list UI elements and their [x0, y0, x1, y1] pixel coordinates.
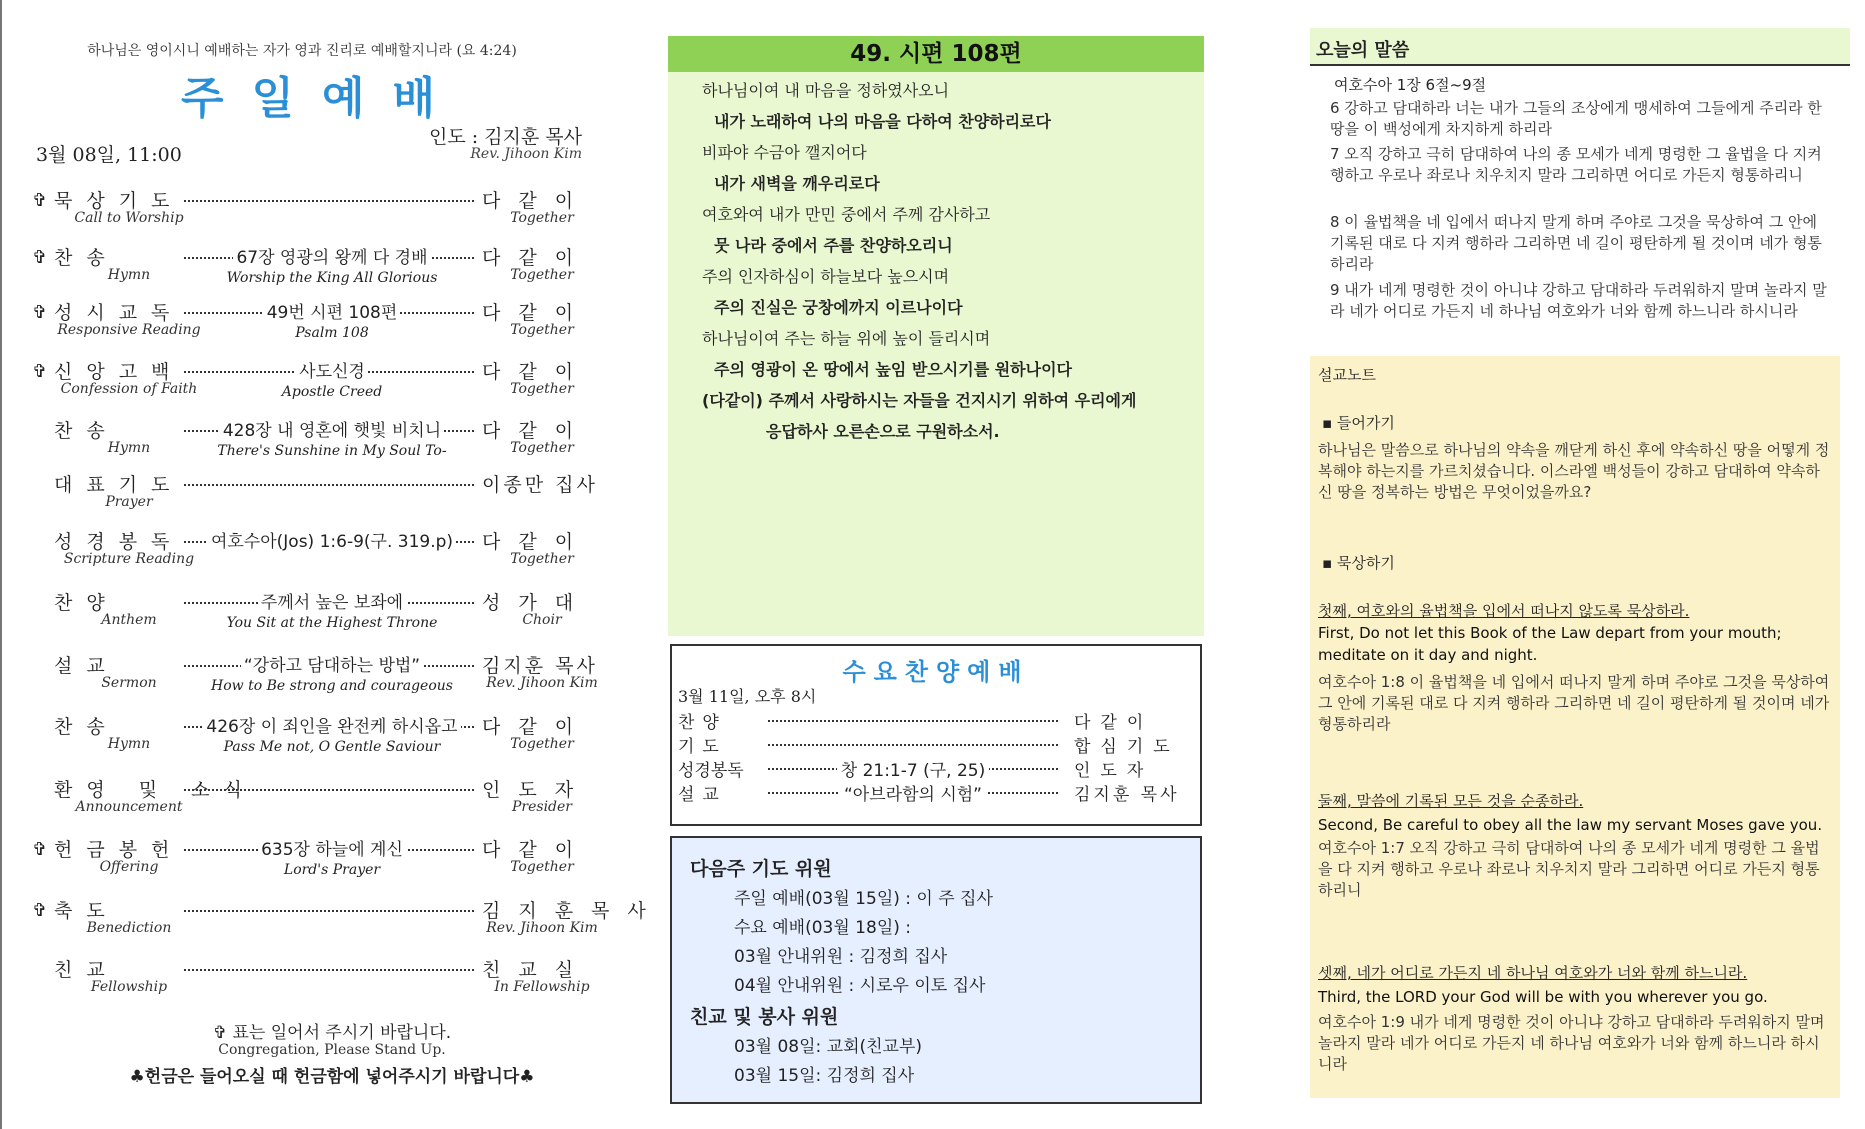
stand-cross-icon: ✞: [32, 900, 48, 921]
service-line: 03월 08일: 교회(친교부): [734, 1037, 923, 1057]
item-name-en: Offering: [99, 859, 159, 875]
psalm-line: 하나님이여 내 마음을 정하였사오니: [702, 81, 950, 100]
item-detail-en: Lord's Prayer: [283, 862, 381, 878]
stand-cross-icon: ✞: [32, 361, 48, 382]
scripture-verse: 8 이 율법책을 네 입에서 떠나지 말게 하며 주야로 그것을 묵상하여 그 안에 기록된 대로 다 지켜 행하라 그리하면 네 길이 평탄하게 될 것이며 네가 형통하리라: [1330, 213, 1822, 273]
order-item: [32, 470, 598, 526]
item-name: 찬양: [54, 592, 119, 614]
item-performer-en: Together: [510, 440, 574, 456]
psalm-line: 비파야 수금아 깰지어다: [702, 143, 867, 162]
wednesday-row: [678, 708, 1198, 732]
wednesday-row-label: 성경봉독: [678, 761, 744, 781]
service-date: 3월 08일, 11:00: [36, 144, 182, 166]
service-title: 친교 및 봉사 위원: [690, 1006, 839, 1028]
item-name-en: Anthem: [101, 612, 157, 628]
wednesday-row-performer: 다같이: [1074, 713, 1154, 733]
dot-leader: [184, 896, 474, 912]
item-performer: 다같이: [482, 716, 592, 738]
item-performer-en: Together: [510, 381, 574, 397]
scripture-verse: 7 오직 강하고 극히 담대하여 나의 종 모세가 네게 명령한 그 율법을 다 지켜 행하고 우로나 좌로나 치우치지 말라 그리하면 어디로 가든지 형통하리니: [1330, 145, 1822, 184]
item-detail-en: Psalm 108: [295, 325, 369, 341]
order-item: [32, 896, 664, 952]
leader-en: Rev. Jihoon Kim: [470, 146, 582, 162]
item-performer: 다같이: [482, 839, 592, 861]
item-detail-en: Pass Me not, O Gentle Saviour: [223, 739, 441, 755]
item-name-en: Confession of Faith: [60, 381, 198, 397]
item-detail-ko: 426장 이 죄인을 완전케 하시옵고: [203, 717, 460, 737]
item-name-en: Benediction: [86, 920, 172, 936]
item-name-en: Announcement: [75, 799, 183, 815]
dot-leader: [184, 470, 474, 486]
todays-word-header: [1310, 28, 1850, 66]
item-performer: 다같이: [482, 302, 592, 324]
stand-cross-icon: ✞: [32, 247, 48, 268]
order-item: [32, 588, 592, 644]
intro-label: ▪ 들어가기: [1322, 414, 1395, 432]
notes-header: 설교노트: [1318, 366, 1376, 384]
order-item: [32, 712, 592, 768]
item-name-en: Hymn: [107, 736, 151, 752]
item-detail-en: Worship the King All Glorious: [226, 270, 438, 286]
service-line: 03월 15일: 김정희 집사: [734, 1066, 915, 1086]
intro-text: 하나님은 말씀으로 하나님의 약속을 깨닫게 하신 후에 약속하신 땅을 어떻게 정복해야 하는지를 가르치셨습니다. 이스라엘 백성들이 강하고 담대하여 약속하신 땅을 정복하는 방법은 무엇이었을까요?: [1318, 441, 1830, 501]
item-performer: 인도자: [482, 779, 592, 801]
item-performer-en: Presider: [512, 799, 572, 815]
item-detail-ko: 428장 내 영혼에 햇빛 비치니: [220, 421, 444, 441]
item-performer-en: Rev. Jihoon Kim: [486, 920, 598, 936]
item-performer: 다같이: [482, 247, 592, 269]
item-performer-en: Together: [510, 267, 574, 283]
item-detail: [182, 712, 482, 755]
order-item: [32, 775, 592, 831]
wednesday-row-label: 찬양: [678, 713, 727, 733]
order-item: [32, 651, 598, 707]
prayer-line: 04월 안내위원 : 시로우 이토 집사: [734, 976, 986, 996]
wednesday-row-label: 기도: [678, 737, 727, 757]
psalm-line: 하나님이여 주는 하늘 위에 높이 들리시며: [702, 329, 991, 348]
item-name-en: Fellowship: [90, 979, 168, 995]
wednesday-date: 3월 11일, 오후 8시: [678, 687, 817, 706]
item-detail: [182, 416, 482, 459]
dot-leader: [768, 720, 1058, 722]
point-title: 셋째, 네가 어디로 가든지 네 하나님 여호와가 너와 함께 하느니라.: [1318, 964, 1748, 982]
item-performer: 다같이: [482, 531, 592, 553]
item-detail-ko: “강하고 담대하는 방법”: [241, 656, 423, 676]
scripture-verse: 9 내가 네게 명령한 것이 아니냐 강하고 담대하라 두려워하지 말며 놀라지 말라 네가 어디로 가든지 네 하나님 여호와가 너와 함께 하느니라 하시니라: [1330, 281, 1827, 320]
item-name: 친교: [54, 959, 119, 981]
wednesday-row-performer: 합심기도: [1074, 737, 1180, 757]
psalm-box: [668, 36, 1204, 636]
psalm-line: 주의 인자하심이 하늘보다 높으시며: [702, 267, 950, 286]
dot-leader: [768, 744, 1058, 746]
item-performer: 다같이: [482, 190, 592, 212]
order-item: [32, 955, 592, 1011]
item-detail: [182, 186, 482, 188]
item-detail: [182, 955, 482, 957]
stand-note-en: Congregation, Please Stand Up.: [218, 1042, 446, 1058]
item-performer-en: Together: [510, 210, 574, 226]
item-detail: [182, 896, 482, 898]
item-name: 헌금봉헌: [54, 839, 184, 861]
wednesday-row-label: 설교: [678, 785, 727, 805]
point-title: 첫째, 여호와의 율법책을 입에서 떠나지 않도록 묵상하라.: [1318, 602, 1690, 620]
right-panel: [1310, 0, 1865, 1129]
wednesday-row-performer: 인도자: [1074, 761, 1154, 781]
item-performer: 김지훈목사: [482, 900, 664, 922]
item-performer-en: Together: [510, 551, 574, 567]
worship-order-panel: [0, 0, 664, 1129]
item-detail-ko: 49번 시편 108편: [264, 303, 401, 323]
item-performer: 친교실: [482, 959, 592, 981]
psalm-line: 주의 진실은 궁창에까지 이르나이다: [714, 298, 963, 317]
point-ko: 여호수아 1:7 오직 강하고 극히 담대하여 나의 종 모세가 네게 명령한 그 율법을 다 지켜 행하고 우로나 좌로나 치우치지 말라 그리하면 어디로 가든지 형통하리니: [1318, 839, 1820, 899]
order-item: [32, 527, 592, 583]
psalm-line: 뭇 나라 중에서 주를 찬양하오리니: [714, 236, 953, 255]
item-performer: 이종만 집사: [482, 474, 598, 496]
item-name: 성경봉독: [54, 531, 184, 553]
wednesday-service-box: [670, 644, 1202, 826]
item-name-en: Hymn: [107, 267, 151, 283]
item-detail: [182, 651, 482, 694]
offering-note: ♣헌금은 들어오실 때 헌금함에 넣어주시기 바랍니다♣: [129, 1067, 535, 1087]
stand-cross-icon: ✞: [32, 190, 48, 211]
item-detail-ko: 67장 영광의 왕께 다 경배: [233, 248, 430, 268]
item-performer-en: Together: [510, 322, 574, 338]
item-name: 축도: [54, 900, 119, 922]
item-name: 환영 및 소식: [54, 779, 256, 801]
item-detail-ko: 635장 하늘에 계신: [258, 840, 406, 860]
prayer-title: 다음주 기도 위원: [690, 858, 832, 880]
order-item: [32, 416, 592, 472]
point-ko: 여호수아 1:9 내가 네게 명령한 것이 아니냐 강하고 담대하라 두려워하지 말며 놀라지 말라 네가 어디로 가든지 네 하나님 여호와가 너와 함께 하느니라 하시니라: [1318, 1013, 1825, 1073]
wednesday-row-detail: [768, 780, 1058, 805]
dot-leader: [184, 955, 474, 971]
point-title: 둘째, 말씀에 기록된 모든 것을 순종하라.: [1318, 792, 1584, 810]
item-detail: [182, 298, 482, 341]
item-name: 성시교독: [54, 302, 184, 324]
item-detail-ko: 여호수아(Jos) 1:6-9(구. 319.p): [208, 532, 456, 552]
dot-leader: [184, 186, 474, 202]
meditate-label: ▪ 묵상하기: [1322, 554, 1395, 572]
prayer-line: 주일 예배(03월 15일) : 이 주 집사: [734, 889, 993, 909]
item-detail-en: There's Sunshine in My Soul To-: [217, 443, 447, 459]
order-item: [32, 357, 592, 413]
prayer-line: 03월 안내위원 : 김정희 집사: [734, 947, 948, 967]
psalm-header: 49. 시편 108편: [668, 36, 1204, 72]
psalm-line: 응답하사 오른손으로 구원하소서.: [766, 422, 1000, 441]
item-detail-ko: 주께서 높은 보좌에: [258, 593, 406, 613]
header-verse: 하나님은 영이시니 예배하는 자가 영과 진리로 예배할지니라 (요 4:24): [87, 43, 517, 59]
item-performer: 김지훈 목사: [482, 655, 598, 677]
wednesday-row-performer: 김지훈 목사: [1074, 785, 1180, 805]
item-performer: 성가대: [482, 592, 592, 614]
item-name-en: Hymn: [107, 440, 151, 456]
item-detail-en: Apostle Creed: [281, 384, 383, 400]
item-name: 신앙고백: [54, 361, 184, 383]
item-performer-en: In Fellowship: [494, 979, 590, 995]
item-detail: [182, 588, 482, 631]
psalm-line: 여호와여 내가 만민 중에서 주께 감사하고: [702, 205, 991, 224]
item-name-en: Sermon: [101, 675, 157, 691]
item-detail: [182, 775, 482, 777]
psalm-line: 내가 노래하여 나의 마음을 다하여 찬양하리로다: [714, 112, 1051, 131]
sermon-notes: [1310, 356, 1840, 1098]
wednesday-title: 수요찬양예배: [842, 658, 1030, 686]
wednesday-row-detail-text: “아브라함의 시험”: [840, 785, 986, 805]
psalm-line: 주의 영광이 온 땅에서 높임 받으시기를 원하나이다: [714, 360, 1072, 379]
item-name: 대표기도: [54, 474, 184, 496]
stand-note: ✞ 표는 일어서 주시기 바랍니다.: [212, 1023, 452, 1043]
wednesday-row: [678, 756, 1198, 780]
dot-leader: [184, 775, 474, 791]
wednesday-row-detail-text: 창 21:1-7 (구, 25): [837, 761, 989, 781]
item-performer-en: Together: [510, 859, 574, 875]
item-detail-en: How to Be strong and courageous: [211, 678, 453, 694]
point-en: Third, the LORD your God will be with you wherever you go.: [1318, 988, 1768, 1006]
item-name-en: Call to Worship: [74, 210, 184, 226]
scripture-verse: 6 강하고 담대하라 너는 내가 그들의 조상에게 맹세하여 그들에게 주리라 한 땅을 이 백성에게 차지하게 하리라: [1330, 99, 1822, 138]
wednesday-row: [678, 732, 1198, 756]
order-item: [32, 298, 592, 354]
scripture-reference: 여호수아 1장 6절~9절: [1334, 76, 1487, 94]
item-name: 설교: [54, 655, 119, 677]
item-performer-en: Choir: [522, 612, 562, 628]
item-detail: [182, 357, 482, 400]
psalm-line: (다같이) 주께서 사랑하시는 자들을 건지시기 위하여 우리에게: [702, 391, 1137, 410]
item-detail-en: You Sit at the Highest Throne: [226, 615, 438, 631]
middle-panel: [668, 0, 1208, 1129]
prayer-line: 수요 예배(03월 18일) :: [734, 918, 911, 938]
page-title: 주일예배: [180, 73, 463, 124]
item-name-en: Responsive Reading: [57, 322, 201, 338]
item-name: 묵상기도: [54, 190, 184, 212]
point-en: Second, Be careful to obey all the law my servant Moses gave you.: [1318, 816, 1823, 834]
psalm-line: 내가 새벽을 깨우리로다: [714, 174, 880, 193]
item-name: 찬송: [54, 716, 119, 738]
stand-cross-icon: ✞: [32, 302, 48, 323]
item-detail: [182, 243, 482, 286]
item-performer: 다같이: [482, 420, 592, 442]
point-en: First, Do not let this Book of the Law depart from your mouth; meditate on it day and night.: [1318, 624, 1782, 664]
item-performer-en: Together: [510, 736, 574, 752]
point-ko: 여호수아 1:8 이 율법책을 네 입에서 떠나지 말게 하며 주야로 그것을 묵상하여 그 안에 기록된 대로 다 지켜 행하라 그리하면 네 길이 평탄하게 될 것이며 네가 형통하리라: [1318, 673, 1830, 733]
item-name-en: Scripture Reading: [63, 551, 195, 567]
wednesday-row: [678, 780, 1198, 804]
order-item: [32, 186, 592, 242]
item-name: 찬송: [54, 247, 119, 269]
item-name-en: Prayer: [105, 494, 153, 510]
item-performer-en: Rev. Jihoon Kim: [486, 675, 598, 691]
wednesday-row-detail: [768, 756, 1058, 781]
item-name: 찬송: [54, 420, 119, 442]
stand-cross-icon: ✞: [32, 839, 48, 860]
prayer-committee-box: [670, 836, 1202, 1104]
item-detail: [182, 835, 482, 878]
todays-word-title: 오늘의 말씀: [1316, 40, 1410, 61]
item-detail: [182, 527, 482, 554]
item-detail-ko: 사도신경: [296, 362, 368, 382]
order-item: [32, 243, 592, 299]
order-item: [32, 835, 592, 891]
item-detail: [182, 470, 482, 472]
item-performer: 다같이: [482, 361, 592, 383]
leader: 인도 : 김지훈 목사: [429, 126, 582, 148]
